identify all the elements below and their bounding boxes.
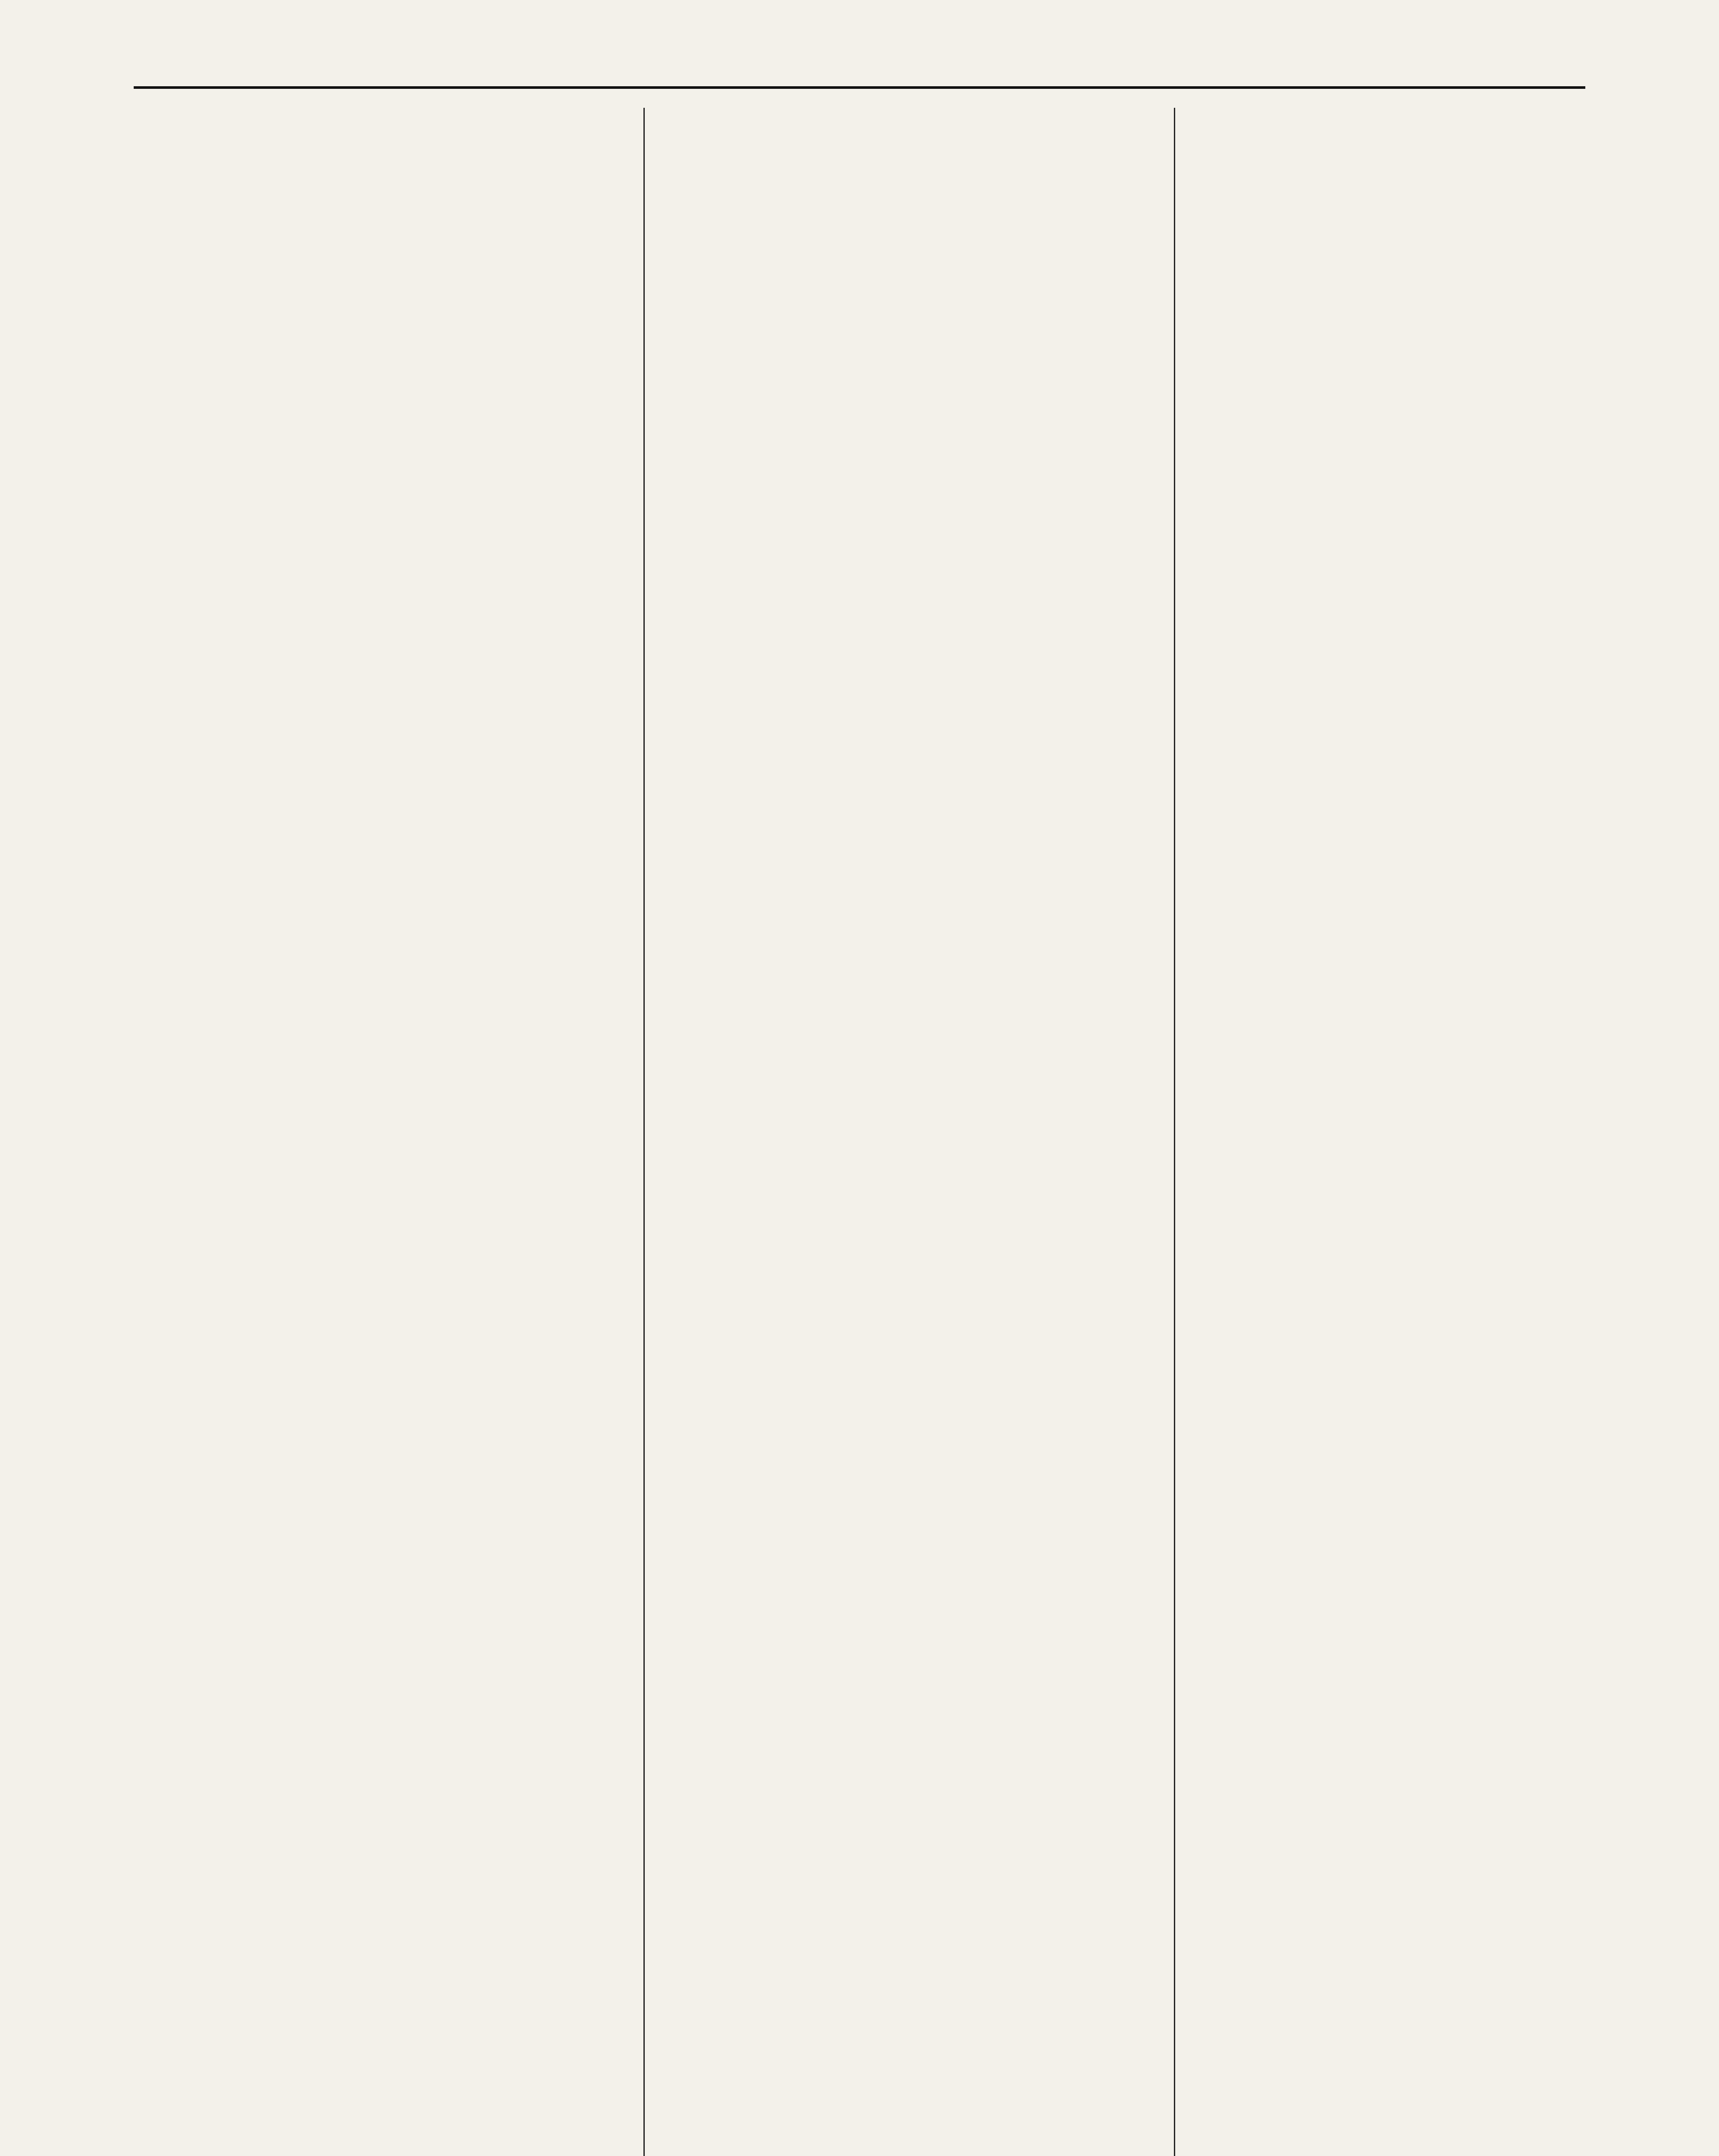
column-rule xyxy=(1174,108,1175,2156)
column-rule xyxy=(643,108,645,2156)
page-header xyxy=(26,26,1693,99)
column-3 xyxy=(1186,108,1669,125)
column-1 xyxy=(134,108,634,125)
newspaper-page xyxy=(26,26,1693,2156)
header-rule xyxy=(134,86,1585,89)
